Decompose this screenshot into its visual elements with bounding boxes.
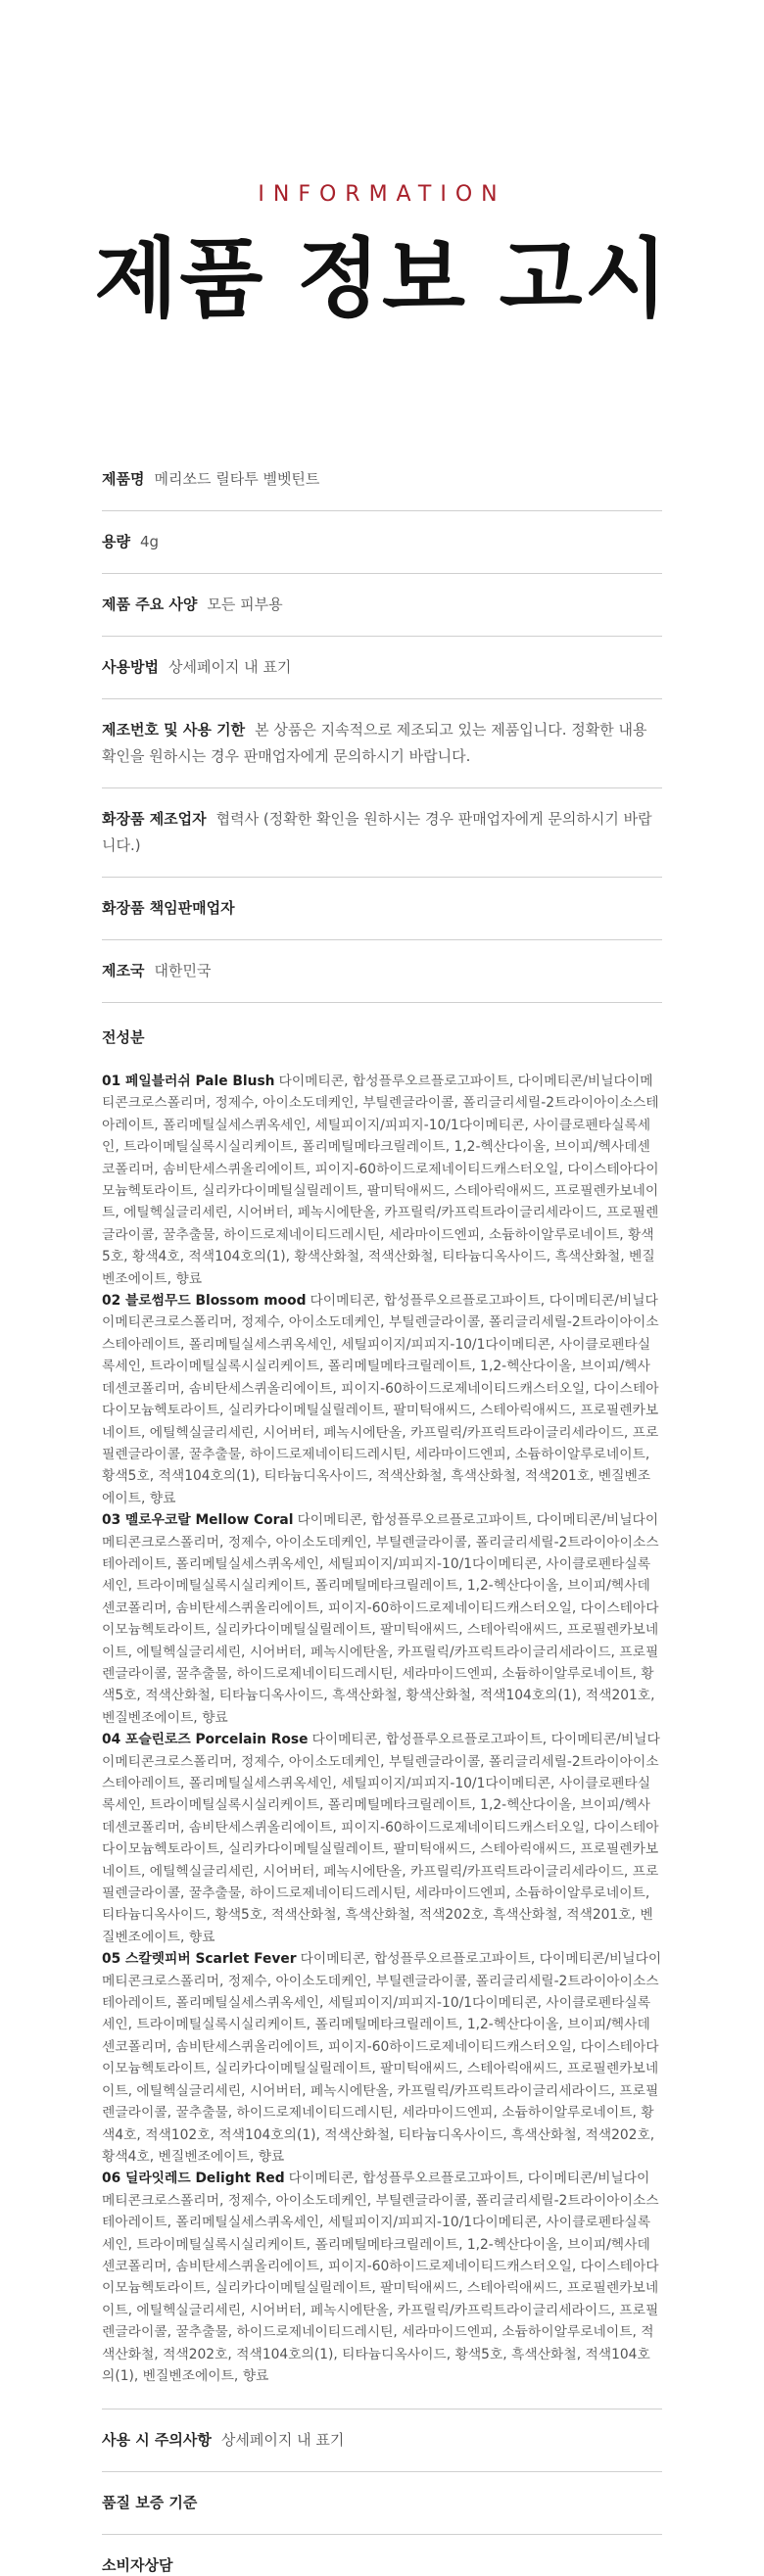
hero-header	[0, 0, 764, 329]
row-specs	[102, 574, 662, 637]
row-label: 용량	[102, 533, 130, 550]
row-volume	[102, 511, 662, 574]
row-expiry	[102, 699, 662, 788]
info-table	[102, 456, 662, 2576]
row-label: 화장품 제조업자	[102, 810, 207, 828]
ingredient-list: 다이메티콘, 합성플루오르플로고파이트, 다이메티콘/비닐다이메티콘크로스폴리머, 정제수, 아이소도데케인, 부틸렌글라이콜, 폴리글리세릴-2트라이아이소스테아레이트, 폴리메틸실세스퀴옥세인, 세틸피이지/피피지-10/1다이메티콘, 사이클로펜타실록세인, 트라이메틸실록시실리케이트, 폴리메틸메타크릴레이트, 1,2-헥산다이올, 브이피/헥사데센코폴리머, 솜비탄세스퀴올리에이트, 피이지-60하이드로제네이티드캐스터오일, 다이스테아다이모늄헥토라이트, 실리카다이메틸실릴레이트, 팔미틱애씨드, 스테아릭애씨드, 프로필렌카보네이트, 에틸헥실글리세린, 시어버터, 페녹시에탄올, 카프릴릭/카프릭트라이글리세라이드, 프로필렌글라이콜, 꿀추출물, 하이드로제네이티드레시틴, 세라마이드엔피, 소듐하이알루로네이트, 황색4호, 적색102호, 적색104호의(1), 적색산화철, 티타늄디옥사이드, 흑색산화철, 적색202호, 황색4호, 벤질벤조에이트, 향료	[102, 1951, 662, 2165]
row-value: 4g	[139, 533, 160, 550]
row-label: 제조국	[102, 962, 145, 979]
ingredient-list: 다이메티콘, 합성플루오르플로고파이트, 다이메티콘/비닐다이메티콘크로스폴리머, 정제수, 아이소도데케인, 부틸렌글라이콜, 폴리글리세릴-2트라이아이소스테아레이트, 폴리메틸실세스퀴옥세인, 세틸피이지/피피지-10/1다이메티콘, 사이클로펜타실록세인, 트라이메틸실록시실리케이트, 폴리메틸메타크릴레이트, 1,2-헥산다이올, 브이피/헥사데센코폴리머, 솜비탄세스퀴올리에이트, 피이지-60하이드로제네이티드캐스터오일, 다이스테아다이모늄헥토라이트, 실리카다이메틸실릴레이트, 팔미틱애씨드, 스테아릭애씨드, 프로필렌카보네이트, 에틸헥실글리세린, 시어버터, 페녹시에탄올, 카프릴릭/카프릭트라이글리세라이드, 프로필렌글라이콜, 꿀추출물, 하이드로제네이티드레시틴, 세라마이드엔피, 소듐하이알루로네이트, 황색5호, 적색산화철, 티타늄디옥사이드, 흑색산화철, 황색산화철, 적색104호의(1), 적색201호, 벤질벤조에이트, 향료	[102, 1512, 659, 1726]
row-value: 본 상품은 지속적으로 제조되고 있는 제품입니다. 정확한 내용 확인을 원하시는 경우 판매업자에게 문의하시기 바랍니다.	[102, 721, 647, 765]
shade-name: 03 멜로우코랄 Mellow Coral	[102, 1512, 294, 1529]
row-value: 상세페이지 내 표기	[167, 658, 292, 676]
row-value: 대한민국	[154, 962, 212, 979]
row-seller	[102, 878, 662, 940]
row-label: 사용 시 주의사항	[102, 2431, 212, 2450]
row-quality	[102, 2472, 662, 2535]
row-label: 품질 보증 기준	[102, 2494, 198, 2512]
eyebrow-text: INFORMATION	[258, 182, 506, 207]
ingredient-shade-06	[102, 2168, 662, 2387]
shade-name: 04 포슬린로즈 Porcelain Rose	[102, 1732, 309, 1748]
ingredient-list: 다이메티콘, 합성플루오르플로고파이트, 다이메티콘/비닐다이메티콘크로스폴리머, 정제수, 아이소도데케인, 부틸렌글라이콜, 폴리글리세릴-2트라이아이소스테아레이트, 폴리메틸실세스퀴옥세인, 세틸피이지/피피지-10/1다이메티콘, 사이클로펜타실록세인, 트라이메틸실록시실리케이트, 폴리메틸메타크릴레이트, 1,2-헥산다이올, 브이피/헥사데센코폴리머, 솜비탄세스퀴올리에이트, 피이지-60하이드로제네이티드캐스터오일, 다이스테아다이모늄헥토라이트, 실리카다이메틸실릴레이트, 팔미틱애씨드, 스테아릭애씨드, 프로필렌카보네이트, 에틸헥실글리세린, 시어버터, 페녹시에탄올, 카프릴릭/카프릭트라이글리세라이드, 프로필렌글라이콜, 꿀추출물, 하이드로제네이티드레시틴, 세라마이드엔피, 소듐하이알루로네이트, 황색5호, 적색104호의(1), 티타늄디옥사이드, 적색산화철, 흑색산화철, 적색201호, 벤질벤조에이트, 향료	[102, 1293, 659, 1506]
shade-name: 02 블로썸무드 Blossom mood	[102, 1293, 307, 1310]
row-precautions	[102, 2409, 662, 2472]
row-origin	[102, 940, 662, 1003]
row-label: 제품명	[102, 470, 145, 488]
shade-name: 05 스칼렛피버 Scarlet Fever	[102, 1951, 297, 1968]
row-value: 모든 피부용	[207, 596, 283, 613]
row-consumer	[102, 2535, 662, 2576]
row-product-name	[102, 456, 662, 511]
ingredient-shade-05	[102, 1948, 662, 2168]
shade-name: 01 페일블러쉬 Pale Blush	[102, 1073, 275, 1089]
ingredient-list: 다이메티콘, 합성플루오르플로고파이트, 다이메티콘/비닐다이메티콘크로스폴리머, 정제수, 아이소도데케인, 부틸렌글라이콜, 폴리글리세릴-2트라이아이소스테아레이트, 폴리메틸실세스퀴옥세인, 세틸피이지/피피지-10/1다이메티콘, 사이클로펜타실록세인, 트라이메틸실록시실리케이트, 폴리메틸메타크릴레이트, 1,2-헥산다이올, 브이피/헥사데센코폴리머, 솜비탄세스퀴올리에이트, 피이지-60하이드로제네이티드캐스터오일, 다이스테아다이모늄헥토라이트, 실리카다이메틸실릴레이트, 팔미틱애씨드, 스테아릭애씨드, 프로필렌카보네이트, 에틸헥실글리세린, 시어버터, 페녹시에탄올, 카프릴릭/카프릭트라이글리세라이드, 프로필렌글라이콜, 꿀추출물, 하이드로제네이티드레시틴, 세라마이드엔피, 소듐하이알루로네이트, 적색산화철, 적색202호, 적색104호의(1), 티타늄디옥사이드, 황색5호, 흑색산화철, 적색104호의(1), 벤질벤조에이트, 향료	[102, 2171, 659, 2384]
row-value: 메리쏘드 릴타투 벨벳틴트	[154, 470, 320, 488]
row-usage	[102, 637, 662, 699]
shade-name: 06 딜라잇레드 Delight Red	[102, 2171, 285, 2187]
row-label: 화장품 책임판매업자	[102, 899, 235, 917]
ingredient-list: 다이메티콘, 합성플루오르플로고파이트, 다이메티콘/비닐다이메티콘크로스폴리머, 정제수, 아이소도데케인, 부틸렌글라이콜, 폴리글리세릴-2트라이아이소스테아레이트, 폴리메틸실세스퀴옥세인, 세틸피이지/피피지-10/1다이메티콘, 사이클로펜타실록세인, 트라이메틸실록시실리케이트, 폴리메틸메타크릴레이트, 1,2-헥산다이올, 브이피/헥사데센코폴리머, 솜비탄세스퀴올리에이트, 피이지-60하이드로제네이티드캐스터오일, 다이스테아다이모늄헥토라이트, 실리카다이메틸실릴레이트, 팔미틱애씨드, 스테아릭애씨드, 프로필렌카보네이트, 에틸헥실글리세린, 시어버터, 페녹시에탄올, 카프릴릭/카프릭트라이글리세라이드, 프로필렌글라이콜, 꿀추출물, 하이드로제네이티드레시틴, 세라마이드엔피, 소듐하이알루로네이트, 티타늄디옥사이드, 황색5호, 적색산화철, 흑색산화철, 적색202호, 흑색산화철, 적색201호, 벤질벤조에이트, 향료	[102, 1732, 660, 1945]
page-title: 제품 정보 고시	[94, 228, 670, 329]
row-ingredients	[102, 1003, 662, 2409]
row-manufacturer	[102, 788, 662, 878]
row-value: 협력사 (정확한 확인을 원하시는 경우 판매업자에게 문의하시기 바랍니다.)	[102, 810, 652, 854]
row-label: 소비자상담	[102, 2556, 173, 2575]
ingredient-shade-03	[102, 1509, 662, 1729]
ingredient-shade-02	[102, 1290, 662, 1509]
ingredients-label: 전성분	[102, 1028, 145, 1046]
row-label: 제품 주요 사양	[102, 596, 198, 613]
row-label: 사용방법	[102, 658, 159, 676]
row-label: 제조번호 및 사용 기한	[102, 721, 246, 739]
ingredient-shade-04	[102, 1729, 662, 1948]
row-value: 상세페이지 내 표기	[220, 2431, 345, 2450]
ingredient-shade-01	[102, 1071, 662, 1290]
ingredient-list: 다이메티콘, 합성플루오르플로고파이트, 다이메티콘/비닐다이메티콘크로스폴리머, 정제수, 아이소도데케인, 부틸렌글라이콜, 폴리글리세릴-2트라이아이소스테아레이트, 폴리메틸실세스퀴옥세인, 세틸피이지/피피지-10/1다이메티콘, 사이클로펜타실록세인, 트라이메틸실록시실리케이트, 폴리메틸메타크릴레이트, 1,2-헥산다이올, 브이피/헥사데센코폴리머, 솜비탄세스퀴올리에이트, 피이지-60하이드로제네이티드캐스터오일, 다이스테아다이모늄헥토라이트, 실리카다이메틸실릴레이트, 팔미틱애씨드, 스테아릭애씨드, 프로필렌카보네이트, 에틸헥실글리세린, 시어버터, 페녹시에탄올, 카프릴릭/카프릭트라이글리세라이드, 프로필렌글라이콜, 꿀추출물, 하이드로제네이티드레시틴, 세라마이드엔피, 소듐하이알루로네이트, 황색5호, 황색4호, 적색104호의(1), 황색산화철, 적색산화철, 티타늄디옥사이드, 흑색산화철, 벤질벤조에이트, 향료	[102, 1073, 659, 1287]
